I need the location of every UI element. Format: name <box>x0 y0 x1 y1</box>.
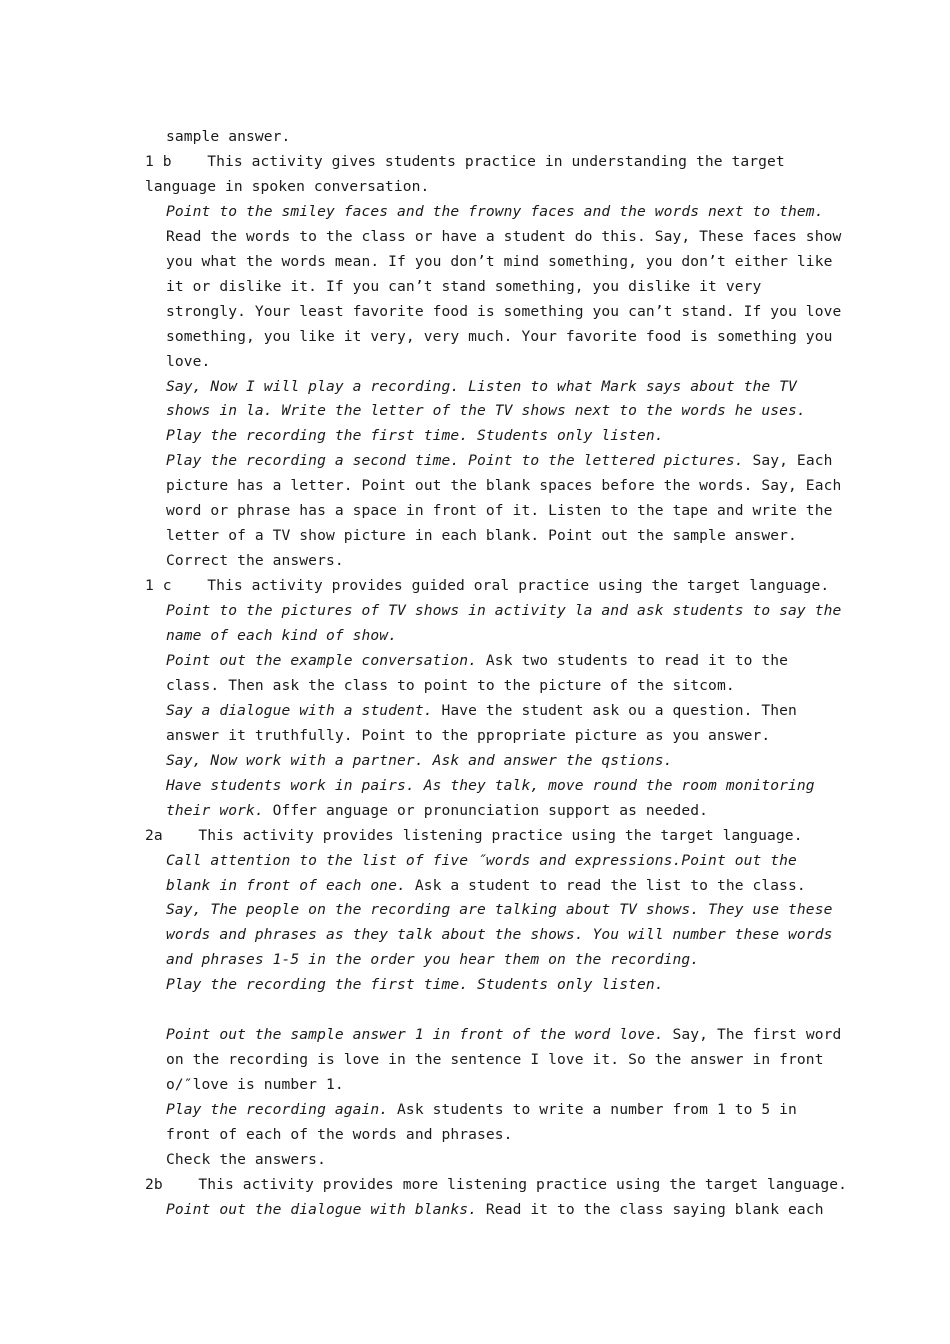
italic-text-segment: Say a dialogue with a student. <box>166 701 433 719</box>
italic-text-segment: Point out the example conversation. <box>166 651 478 669</box>
text-segment: Say, Each <box>743 452 833 470</box>
italic-text-segment: Play the recording the first time. Students only listen. <box>166 427 664 445</box>
italic-text-segment: Have students work in pairs. As they talk, move round the room monitoring <box>166 776 815 794</box>
text-segment: 2a This activity provides listening practice using the target language. <box>145 826 803 844</box>
text-line <box>166 848 797 873</box>
text-segment: front of each of the words and phrases. <box>166 1126 513 1143</box>
text-segment: 1 c This activity provides guided oral practice using the target language. <box>145 577 830 595</box>
text-line <box>166 922 832 947</box>
text-line <box>166 299 841 324</box>
text-line <box>166 423 664 448</box>
text-line <box>166 947 699 972</box>
text-line <box>166 1097 797 1122</box>
text-line <box>166 498 832 523</box>
text-line <box>166 648 788 673</box>
text-line <box>166 374 797 399</box>
text-segment: Offer anguage or pronunciation support as needed. <box>263 801 709 819</box>
text-line <box>166 673 735 698</box>
text-line <box>166 873 806 898</box>
italic-text-segment: Play the recording again. <box>166 1101 389 1118</box>
italic-text-segment: name of each kind of show. <box>166 627 398 644</box>
italic-text-segment: Play the recording a second time. Point to the lettered pictures. <box>166 452 744 470</box>
text-segment: Correct the answers. <box>166 552 344 570</box>
italic-text-segment: Point out the sample answer 1 in front of the word love. <box>166 1026 664 1044</box>
text-segment: something, you like it very, very much. Your favorite food is something you <box>166 327 833 345</box>
italic-text-segment: blank in front of each one. <box>166 876 406 894</box>
italic-text-segment: Say, The people on the recording are talking about TV shows. They use these <box>166 901 833 919</box>
italic-text-segment: Point to the smiley faces and the frowny faces and the words next to them. <box>166 202 824 220</box>
text-line <box>166 224 841 249</box>
italic-text-segment: Say, Now I will play a recording. Listen to what Mark says about the TV <box>166 377 797 395</box>
text-segment: Have the student ask ou a question. Then <box>432 701 797 719</box>
text-line <box>166 398 806 423</box>
text-line <box>166 1047 824 1072</box>
italic-text-segment: their work. <box>166 801 264 819</box>
italic-text-segment: shows in la. Write the letter of the TV shows next to the words he uses. <box>166 402 806 420</box>
text-segment: Say, The first word <box>663 1026 842 1044</box>
italic-text-segment: Point out the dialogue with blanks. <box>166 1200 478 1218</box>
text-line <box>166 1197 824 1222</box>
text-line <box>166 598 841 623</box>
text-line <box>145 149 785 174</box>
text-segment: word or phrase has a space in front of it. Listen to the tape and write the <box>166 502 833 520</box>
italic-text-segment: and phrases 1-5 in the order you hear them on the recording. <box>166 951 700 969</box>
text-line <box>166 1072 344 1097</box>
text-line <box>166 324 832 349</box>
text-line <box>166 473 841 498</box>
text-segment: it or dislike it. If you can’t stand something, you dislike it very <box>166 277 762 295</box>
text-line <box>166 972 664 997</box>
text-segment: 2b This activity provides more listening practice using the target language. <box>145 1175 848 1193</box>
text-segment: sample answer. <box>166 128 291 145</box>
italic-text-segment: Point to the pictures of TV shows in activity la and ask students to say the <box>166 602 842 619</box>
text-line <box>166 723 770 748</box>
text-line <box>166 897 832 922</box>
italic-text-segment: words and phrases as they talk about the shows. You will number these words <box>166 926 833 944</box>
text-line <box>145 1172 847 1197</box>
text-line <box>166 623 397 648</box>
text-line <box>166 773 815 798</box>
text-segment: Read it to the class saying blank each <box>477 1200 824 1218</box>
text-line <box>166 748 673 773</box>
text-segment: you what the words mean. If you don’t mind something, you don’t either like <box>166 252 833 270</box>
text-line <box>166 1147 326 1172</box>
italic-text-segment: Say, Now work with a partner. Ask and answer the qstions. <box>166 751 673 769</box>
text-line <box>166 798 708 823</box>
text-segment: love. <box>166 352 211 370</box>
text-segment: class. Then ask the class to point to the picture of the sitcom. <box>166 676 735 694</box>
italic-text-segment: Play the recording the first time. Students only listen. <box>166 976 664 994</box>
text-segment: answer it truthfully. Point to the ppropriate picture as you answer. <box>166 726 771 744</box>
text-line <box>166 1122 513 1147</box>
text-segment: Ask two students to read it to the <box>477 651 789 669</box>
text-line <box>166 448 832 473</box>
text-line <box>166 124 290 149</box>
text-line <box>166 548 344 573</box>
text-segment: 1 b This activity gives students practice in understanding the target <box>145 152 785 170</box>
text-segment: on the recording is love in the sentence I love it. So the answer in front <box>166 1051 824 1069</box>
text-segment: letter of a TV show picture in each blank. Point out the sample answer. <box>166 527 797 545</box>
text-segment: Read the words to the class or have a student do this. Say, These faces show <box>166 227 842 245</box>
text-line <box>145 573 829 598</box>
text-line <box>166 274 761 299</box>
text-segment: picture has a letter. Point out the blank spaces before the words. Say, Each <box>166 477 842 495</box>
text-line <box>166 199 824 224</box>
text-line <box>166 1022 841 1047</box>
text-line <box>166 698 797 723</box>
text-segment: Ask a student to read the list to the class. <box>405 876 806 894</box>
text-line <box>166 523 797 548</box>
text-segment: Check the answers. <box>166 1150 326 1168</box>
text-segment: language in spoken conversation. <box>145 177 430 195</box>
text-segment: o/″love is number 1. <box>166 1076 344 1094</box>
text-line <box>145 823 803 848</box>
text-line <box>166 349 210 374</box>
text-line <box>166 249 832 274</box>
text-segment: strongly. Your least favorite food is something you can’t stand. If you love <box>166 302 842 320</box>
text-segment: Ask students to write a number from 1 to 5 in <box>388 1101 797 1118</box>
italic-text-segment: Call attention to the list of five ″words and expressions.Point out the <box>166 851 797 869</box>
text-line <box>145 174 429 199</box>
